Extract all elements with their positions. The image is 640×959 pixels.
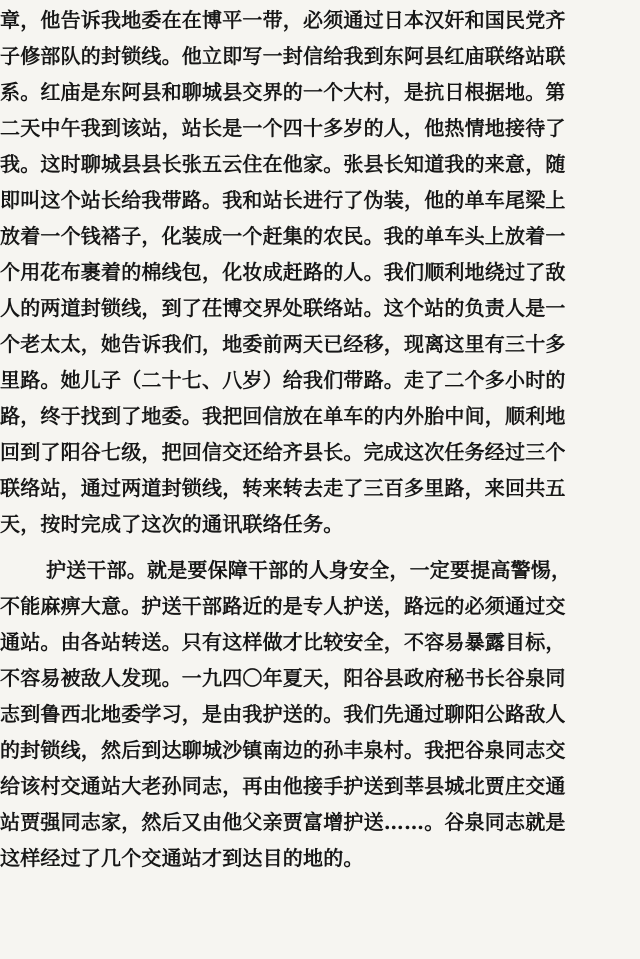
text-line: 的封锁线，然后到达聊城沙镇南边的孙丰泉村。我把谷泉同志交 [0,738,566,762]
text-line: 不能麻痹大意。护送干部路近的是专人护送，路远的必须通过交 [0,594,566,618]
paragraph-1 [0,2,640,542]
text-line: 通站。由各站转送。只有这样做才比较安全，不容易暴露目标， [0,630,566,654]
text-line: 里路。她儿子（二十七、八岁）给我们带路。走了二个多小时的 [0,368,566,392]
text-line: 护送干部。就是要保障干部的人身安全，一定要提高警惕， [46,558,572,582]
text-line: 个老太太，她告诉我们，地委前两天已经移，现离这里有三十多 [0,332,566,356]
text-line: 这样经过了几个交通站才到达目的地的。 [0,846,364,870]
text-line: 给该村交通站大老孙同志，再由他接手护送到莘县城北贾庄交通 [0,774,566,798]
text-line: 路，终于找到了地委。我把回信放在单车的内外胎中间，顺利地 [0,404,566,428]
paragraph-gap [0,542,640,552]
text-line: 系。红庙是东阿县和聊城县交界的一个大村，是抗日根据地。第 [0,80,566,104]
text-line: 章，他告诉我地委在在博平一带，必须通过日本汉奸和国民党齐 [0,8,566,32]
text-line: 联络站，通过两道封锁线，转来转去走了三百多里路，来回共五 [0,476,566,500]
text-line: 不容易被敌人发现。一九四〇年夏天，阳谷县政府秘书长谷泉同 [0,666,566,690]
text-line: 天，按时完成了这次的通讯联络任务。 [0,512,344,536]
text-line: 志到鲁西北地委学习，是由我护送的。我们先通过聊阳公路敌人 [0,702,566,726]
text-line: 人的两道封锁线，到了茌博交界处联络站。这个站的负责人是一 [0,296,566,320]
body-text [0,2,640,876]
text-line: 站贾强同志家，然后又由他父亲贾富增护送……。谷泉同志就是 [0,810,566,834]
text-line: 放着一个钱褡子，化装成一个赶集的农民。我的单车头上放着一 [0,224,566,248]
text-line: 子修部队的封锁线。他立即写一封信给我到东阿县红庙联络站联 [0,44,566,68]
text-line: 我。这时聊城县县长张五云住在他家。张县长知道我的来意，随 [0,152,566,176]
text-line: 即叫这个站长给我带路。我和站长进行了伪装，他的单车尾梁上 [0,188,566,212]
text-line: 二天中午我到该站，站长是一个四十多岁的人，他热情地接待了 [0,116,566,140]
paragraph-2 [0,552,640,876]
text-line: 回到了阳谷七级，把回信交还给齐县长。完成这次任务经过三个 [0,440,566,464]
text-line: 个用花布裹着的棉线包，化妆成赶路的人。我们顺利地绕过了敌 [0,260,566,284]
